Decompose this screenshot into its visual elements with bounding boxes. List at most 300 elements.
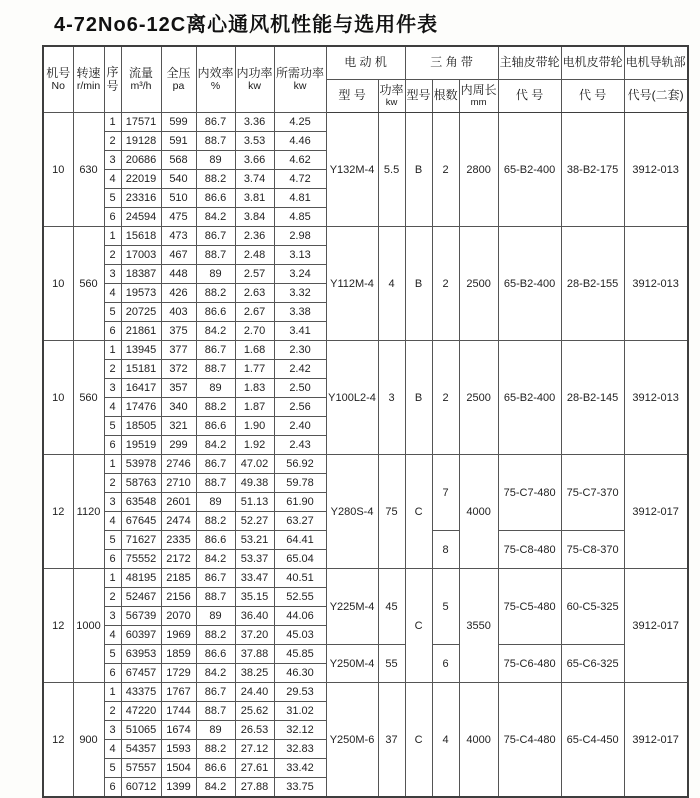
pressure: 2156: [161, 588, 196, 607]
flow: 75552: [121, 550, 161, 569]
rail-code: 3912-017: [624, 455, 688, 569]
belt-count: 2: [432, 113, 459, 227]
pressure: 568: [161, 151, 196, 170]
seq: 2: [104, 360, 121, 379]
table-row: [43, 569, 688, 588]
efficiency: 89: [196, 151, 235, 170]
efficiency: 84.2: [196, 436, 235, 455]
required-power: 40.51: [274, 569, 326, 588]
flow: 20725: [121, 303, 161, 322]
efficiency: 88.7: [196, 246, 235, 265]
motor-power: 5.5: [378, 113, 405, 227]
col-header-speed: 转速 r/min: [73, 46, 104, 113]
efficiency: 88.2: [196, 626, 235, 645]
required-power: 2.40: [274, 417, 326, 436]
table-row: [43, 645, 688, 664]
seq: 5: [104, 531, 121, 550]
required-power: 32.83: [274, 740, 326, 759]
flow: 60712: [121, 778, 161, 798]
inner-power: 51.13: [235, 493, 274, 512]
speed: 900: [73, 683, 104, 798]
inner-power: 3.74: [235, 170, 274, 189]
flow: 19128: [121, 132, 161, 151]
motor-pulley: 65-C4-450: [561, 683, 624, 798]
table-row: [43, 113, 688, 132]
required-power: 4.46: [274, 132, 326, 151]
machine-no: 10: [43, 341, 73, 455]
required-power: 4.72: [274, 170, 326, 189]
seq: 6: [104, 208, 121, 227]
flow: 16417: [121, 379, 161, 398]
seq: 6: [104, 550, 121, 569]
efficiency: 89: [196, 721, 235, 740]
motor-model: Y225M-4: [326, 569, 378, 645]
motor-pulley: 75-C8-370: [561, 531, 624, 569]
main-pulley: 75-C8-480: [498, 531, 561, 569]
sub-header-main-pulley-code: 代 号: [498, 80, 561, 113]
motor-pulley: 28-B2-155: [561, 227, 624, 341]
inner-power: 25.62: [235, 702, 274, 721]
inner-power: 37.88: [235, 645, 274, 664]
table-row: [43, 341, 688, 360]
motor-pulley: 38-B2-175: [561, 113, 624, 227]
pressure: 1767: [161, 683, 196, 702]
belt-count: 7: [432, 455, 459, 531]
pressure: 2172: [161, 550, 196, 569]
belt-model: B: [405, 113, 432, 227]
pressure: 321: [161, 417, 196, 436]
table-row: [43, 683, 688, 702]
motor-pulley: 28-B2-145: [561, 341, 624, 455]
required-power: 3.41: [274, 322, 326, 341]
belt-length: 2500: [459, 341, 498, 455]
flow: 57557: [121, 759, 161, 778]
belt-length: 2500: [459, 227, 498, 341]
rail-code: 3912-013: [624, 227, 688, 341]
flow: 63548: [121, 493, 161, 512]
flow: 18387: [121, 265, 161, 284]
inner-power: 3.36: [235, 113, 274, 132]
seq: 3: [104, 607, 121, 626]
belt-model: C: [405, 569, 432, 683]
inner-power: 3.66: [235, 151, 274, 170]
flow: 17003: [121, 246, 161, 265]
efficiency: 86.6: [196, 531, 235, 550]
sub-header-motor-model: 型 号: [326, 80, 378, 113]
inner-power: 2.48: [235, 246, 274, 265]
flow: 23316: [121, 189, 161, 208]
inner-power: 26.53: [235, 721, 274, 740]
belt-length: 4000: [459, 455, 498, 569]
required-power: 3.38: [274, 303, 326, 322]
seq: 1: [104, 341, 121, 360]
group-header-motor-pulley: 电机皮带轮: [561, 46, 624, 80]
rail-code: 3912-013: [624, 341, 688, 455]
required-power: 2.56: [274, 398, 326, 417]
seq: 1: [104, 227, 121, 246]
motor-model: Y112M-4: [326, 227, 378, 341]
seq: 4: [104, 626, 121, 645]
required-power: 4.85: [274, 208, 326, 227]
efficiency: 88.2: [196, 512, 235, 531]
efficiency: 88.7: [196, 588, 235, 607]
pressure: 1593: [161, 740, 196, 759]
group-header-vbelt: 三 角 带: [405, 46, 498, 80]
seq: 6: [104, 436, 121, 455]
required-power: 2.30: [274, 341, 326, 360]
motor-power: 75: [378, 455, 405, 569]
efficiency: 84.2: [196, 550, 235, 569]
flow: 20686: [121, 151, 161, 170]
seq: 4: [104, 284, 121, 303]
pressure: 467: [161, 246, 196, 265]
pressure: 2710: [161, 474, 196, 493]
pressure: 473: [161, 227, 196, 246]
rail-code: 3912-017: [624, 683, 688, 798]
sub-header-belt-count: 根数: [432, 80, 459, 113]
belt-model: C: [405, 455, 432, 569]
efficiency: 86.7: [196, 113, 235, 132]
flow: 67645: [121, 512, 161, 531]
flow: 48195: [121, 569, 161, 588]
inner-power: 2.57: [235, 265, 274, 284]
pressure: 2070: [161, 607, 196, 626]
group-header-rail: 电机导轨部: [624, 46, 688, 80]
main-pulley: 75-C7-480: [498, 455, 561, 531]
inner-power: 52.27: [235, 512, 274, 531]
flow: 21861: [121, 322, 161, 341]
seq: 5: [104, 645, 121, 664]
required-power: 61.90: [274, 493, 326, 512]
sub-header-belt-length: 内周长 mm: [459, 80, 498, 113]
belt-length: 4000: [459, 683, 498, 798]
efficiency: 89: [196, 493, 235, 512]
belt-length: 3550: [459, 569, 498, 683]
required-power: 2.42: [274, 360, 326, 379]
required-power: 56.92: [274, 455, 326, 474]
inner-power: 1.87: [235, 398, 274, 417]
flow: 51065: [121, 721, 161, 740]
col-header-machine-no: 机号 No: [43, 46, 73, 113]
inner-power: 3.81: [235, 189, 274, 208]
pressure: 1969: [161, 626, 196, 645]
inner-power: 2.70: [235, 322, 274, 341]
inner-power: 1.90: [235, 417, 274, 436]
flow: 67457: [121, 664, 161, 683]
belt-model: C: [405, 683, 432, 798]
inner-power: 27.61: [235, 759, 274, 778]
efficiency: 88.2: [196, 170, 235, 189]
motor-power: 3: [378, 341, 405, 455]
flow: 63953: [121, 645, 161, 664]
inner-power: 2.36: [235, 227, 274, 246]
pressure: 1674: [161, 721, 196, 740]
machine-no: 10: [43, 113, 73, 227]
col-header-flow: 流量 m³/h: [121, 46, 161, 113]
flow: 58763: [121, 474, 161, 493]
seq: 3: [104, 379, 121, 398]
table-row: [43, 227, 688, 246]
pressure: 340: [161, 398, 196, 417]
efficiency: 88.7: [196, 702, 235, 721]
belt-count: 8: [432, 531, 459, 569]
flow: 71627: [121, 531, 161, 550]
inner-power: 1.77: [235, 360, 274, 379]
required-power: 64.41: [274, 531, 326, 550]
efficiency: 88.2: [196, 740, 235, 759]
efficiency: 88.2: [196, 398, 235, 417]
seq: 4: [104, 170, 121, 189]
seq: 6: [104, 778, 121, 798]
seq: 2: [104, 702, 121, 721]
efficiency: 86.7: [196, 569, 235, 588]
machine-no: 10: [43, 227, 73, 341]
pressure: 510: [161, 189, 196, 208]
flow: 15181: [121, 360, 161, 379]
pressure: 2185: [161, 569, 196, 588]
inner-power: 47.02: [235, 455, 274, 474]
col-header-pressure: 全压 pa: [161, 46, 196, 113]
machine-no: 12: [43, 455, 73, 569]
efficiency: 86.7: [196, 683, 235, 702]
motor-model: Y250M-6: [326, 683, 378, 798]
col-header-required-power: 所需功率 kw: [274, 46, 326, 113]
flow: 47220: [121, 702, 161, 721]
efficiency: 86.7: [196, 455, 235, 474]
main-pulley: 75-C4-480: [498, 683, 561, 798]
efficiency: 89: [196, 265, 235, 284]
pressure: 540: [161, 170, 196, 189]
efficiency: 84.2: [196, 208, 235, 227]
seq: 6: [104, 322, 121, 341]
motor-model: Y280S-4: [326, 455, 378, 569]
flow: 52467: [121, 588, 161, 607]
pressure: 475: [161, 208, 196, 227]
pressure: 2335: [161, 531, 196, 550]
inner-power: 27.88: [235, 778, 274, 798]
seq: 6: [104, 664, 121, 683]
flow: 17476: [121, 398, 161, 417]
flow: 60397: [121, 626, 161, 645]
efficiency: 86.6: [196, 189, 235, 208]
page-title: 4-72No6-12C离心通风机性能与选用件表: [54, 14, 439, 36]
pressure: 1859: [161, 645, 196, 664]
motor-power: 55: [378, 645, 405, 683]
sub-header-rail-code: 代号(二套): [624, 80, 688, 113]
group-header-motor: 电 动 机: [326, 46, 405, 80]
motor-power: 4: [378, 227, 405, 341]
motor-power: 37: [378, 683, 405, 798]
flow: 15618: [121, 227, 161, 246]
rail-code: 3912-013: [624, 113, 688, 227]
pressure: 426: [161, 284, 196, 303]
efficiency: 84.2: [196, 778, 235, 798]
inner-power: 36.40: [235, 607, 274, 626]
belt-count: 2: [432, 227, 459, 341]
flow: 19573: [121, 284, 161, 303]
belt-count: 6: [432, 645, 459, 683]
speed: 1120: [73, 455, 104, 569]
seq: 2: [104, 132, 121, 151]
seq: 3: [104, 721, 121, 740]
seq: 5: [104, 417, 121, 436]
col-header-seq: 序 号: [104, 46, 121, 113]
pressure: 1744: [161, 702, 196, 721]
flow: 43375: [121, 683, 161, 702]
seq: 2: [104, 474, 121, 493]
efficiency: 86.6: [196, 417, 235, 436]
inner-power: 24.40: [235, 683, 274, 702]
required-power: 2.43: [274, 436, 326, 455]
speed: 630: [73, 113, 104, 227]
pressure: 377: [161, 341, 196, 360]
table-row: [43, 455, 688, 474]
efficiency: 84.2: [196, 664, 235, 683]
seq: 1: [104, 113, 121, 132]
required-power: 2.50: [274, 379, 326, 398]
machine-no: 12: [43, 569, 73, 683]
pressure: 375: [161, 322, 196, 341]
efficiency: 86.6: [196, 645, 235, 664]
speed: 560: [73, 341, 104, 455]
required-power: 32.12: [274, 721, 326, 740]
belt-length: 2800: [459, 113, 498, 227]
motor-pulley: 65-C6-325: [561, 645, 624, 683]
pressure: 1729: [161, 664, 196, 683]
flow: 18505: [121, 417, 161, 436]
seq: 3: [104, 151, 121, 170]
pressure: 372: [161, 360, 196, 379]
col-header-efficiency: 内效率 %: [196, 46, 235, 113]
flow: 17571: [121, 113, 161, 132]
required-power: 52.55: [274, 588, 326, 607]
pressure: 2601: [161, 493, 196, 512]
main-pulley: 65-B2-400: [498, 113, 561, 227]
inner-power: 1.83: [235, 379, 274, 398]
efficiency: 88.7: [196, 474, 235, 493]
seq: 1: [104, 569, 121, 588]
flow: 56739: [121, 607, 161, 626]
seq: 5: [104, 189, 121, 208]
inner-power: 37.20: [235, 626, 274, 645]
inner-power: 53.21: [235, 531, 274, 550]
main-pulley: 65-B2-400: [498, 341, 561, 455]
required-power: 29.53: [274, 683, 326, 702]
sub-header-motor-power: 功率 kw: [378, 80, 405, 113]
required-power: 3.32: [274, 284, 326, 303]
required-power: 4.25: [274, 113, 326, 132]
motor-power: 45: [378, 569, 405, 645]
pressure: 1399: [161, 778, 196, 798]
seq: 4: [104, 740, 121, 759]
table-header: [43, 46, 688, 113]
seq: 5: [104, 759, 121, 778]
table-body: [43, 113, 688, 798]
efficiency: 84.2: [196, 322, 235, 341]
inner-power: 3.53: [235, 132, 274, 151]
required-power: 31.02: [274, 702, 326, 721]
flow: 53978: [121, 455, 161, 474]
machine-no: 12: [43, 683, 73, 798]
belt-count: 4: [432, 683, 459, 798]
required-power: 65.04: [274, 550, 326, 569]
required-power: 44.06: [274, 607, 326, 626]
required-power: 45.85: [274, 645, 326, 664]
seq: 3: [104, 493, 121, 512]
inner-power: 1.68: [235, 341, 274, 360]
flow: 13945: [121, 341, 161, 360]
seq: 4: [104, 398, 121, 417]
efficiency: 86.7: [196, 341, 235, 360]
col-header-inner-power: 内功率 kw: [235, 46, 274, 113]
pressure: 1504: [161, 759, 196, 778]
belt-model: B: [405, 341, 432, 455]
pressure: 2474: [161, 512, 196, 531]
group-header-main-pulley: 主轴皮带轮: [498, 46, 561, 80]
seq: 1: [104, 455, 121, 474]
inner-power: 2.67: [235, 303, 274, 322]
efficiency: 86.7: [196, 227, 235, 246]
motor-model: Y100L2-4: [326, 341, 378, 455]
seq: 2: [104, 588, 121, 607]
pressure: 599: [161, 113, 196, 132]
belt-model: B: [405, 227, 432, 341]
required-power: 33.75: [274, 778, 326, 798]
efficiency: 86.6: [196, 303, 235, 322]
belt-count: 5: [432, 569, 459, 645]
seq: 1: [104, 683, 121, 702]
pressure: 591: [161, 132, 196, 151]
pressure: 299: [161, 436, 196, 455]
efficiency: 88.7: [196, 360, 235, 379]
seq: 2: [104, 246, 121, 265]
efficiency: 86.6: [196, 759, 235, 778]
required-power: 3.24: [274, 265, 326, 284]
flow: 54357: [121, 740, 161, 759]
efficiency: 88.7: [196, 132, 235, 151]
required-power: 33.42: [274, 759, 326, 778]
seq: 4: [104, 512, 121, 531]
inner-power: 53.37: [235, 550, 274, 569]
header-row-groups: [43, 46, 688, 80]
pressure: 448: [161, 265, 196, 284]
flow: 19519: [121, 436, 161, 455]
efficiency: 88.2: [196, 284, 235, 303]
motor-model: Y132M-4: [326, 113, 378, 227]
speed: 1000: [73, 569, 104, 683]
rail-code: 3912-017: [624, 569, 688, 683]
inner-power: 49.38: [235, 474, 274, 493]
efficiency: 89: [196, 607, 235, 626]
seq: 5: [104, 303, 121, 322]
required-power: 4.81: [274, 189, 326, 208]
required-power: 4.62: [274, 151, 326, 170]
spec-table: [42, 45, 689, 798]
sub-header-motor-pulley-code: 代 号: [561, 80, 624, 113]
required-power: 59.78: [274, 474, 326, 493]
required-power: 46.30: [274, 664, 326, 683]
motor-pulley: 60-C5-325: [561, 569, 624, 645]
main-pulley: 65-B2-400: [498, 227, 561, 341]
seq: 3: [104, 265, 121, 284]
speed: 560: [73, 227, 104, 341]
inner-power: 3.84: [235, 208, 274, 227]
required-power: 63.27: [274, 512, 326, 531]
main-pulley: 75-C5-480: [498, 569, 561, 645]
flow: 24594: [121, 208, 161, 227]
required-power: 45.03: [274, 626, 326, 645]
efficiency: 89: [196, 379, 235, 398]
